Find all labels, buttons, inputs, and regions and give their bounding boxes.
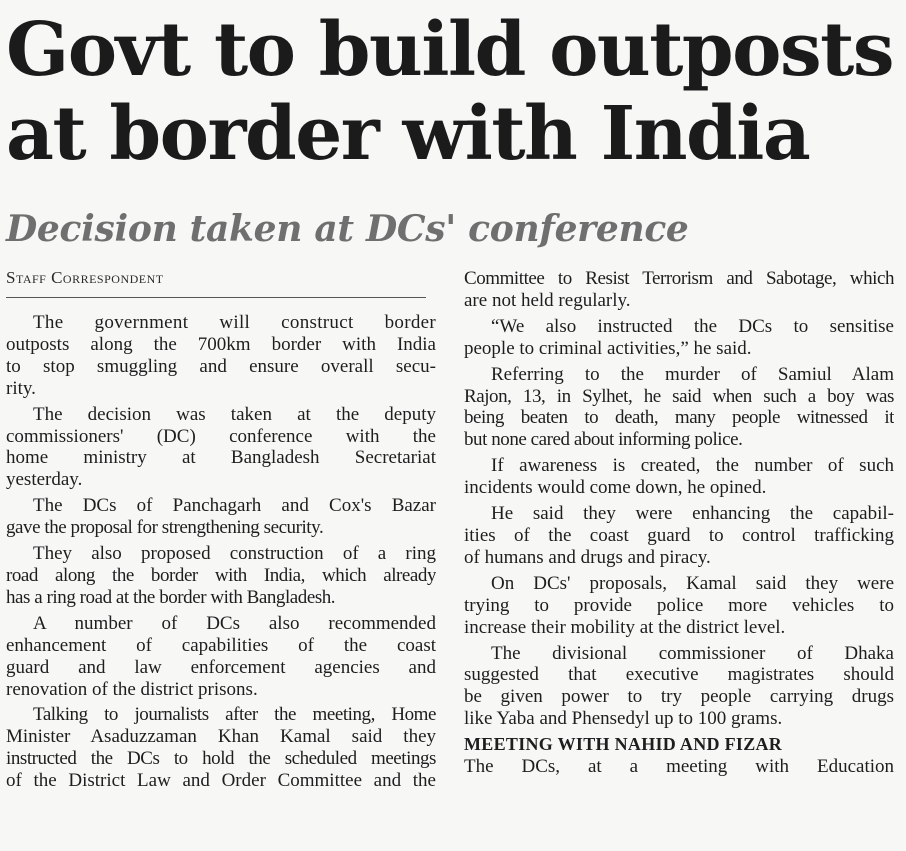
text-line: enhancement of capabilities of the coast [6, 634, 436, 656]
text-line: “We also instructed the DCs to sensitise [491, 315, 894, 337]
text-line: The DCs, at a meeting with Education [464, 756, 894, 778]
text-line: renovation of the district prisons. [6, 678, 258, 700]
byline: Staff Correspondent [6, 268, 164, 287]
paragraph-3 [6, 495, 436, 539]
text-line: incidents would come down, he opined. [464, 477, 767, 499]
text-line: guard and law enforcement agencies and [6, 656, 436, 678]
text-line: They also proposed construction of a ring [33, 543, 436, 565]
paragraph-8 [464, 316, 894, 360]
text-line: increase their mobility at the district level. [464, 616, 786, 638]
text-line: rity. [6, 377, 36, 399]
text-line: The divisional commissioner of Dhaka [491, 642, 894, 664]
text-line: suggested that executive magistrates should [464, 664, 894, 686]
paragraph-4 [6, 543, 436, 609]
text-line: On DCs' proposals, Kamal said they were [491, 572, 894, 594]
paragraph-11 [464, 503, 894, 569]
text-line: commissioners' (DC) conference with the [6, 425, 436, 447]
text-line: of humans and drugs and piracy. [464, 546, 711, 568]
paragraph-10 [464, 455, 894, 499]
headline-line-2: at border with India [6, 91, 810, 177]
text-line: gave the proposal for strengthening security. [6, 517, 324, 539]
headline [6, 8, 906, 176]
paragraph-6 [6, 704, 436, 792]
text-line: A number of DCs also recommended [33, 612, 436, 634]
text-line: Rajon, 13, in Sylhet, he said when such a boy was [464, 385, 894, 407]
text-line: being beaten to death, many people witnessed it [464, 407, 894, 429]
text-line: of the District Law and Order Committee and the [6, 770, 436, 792]
text-line: instructed the DCs to hold the scheduled meetings [6, 748, 436, 770]
text-line: Referring to the murder of Samiul Alam [491, 363, 894, 385]
paragraph-12 [464, 573, 894, 639]
text-line: trying to provide police more vehicles to [464, 594, 894, 616]
text-line: yesterday. [6, 469, 83, 491]
text-line: home ministry at Bangladesh Secretariat [6, 447, 436, 469]
text-line: The DCs of Panchagarh and Cox's Bazar [33, 495, 436, 517]
text-line: He said they were enhancing the capabil- [491, 503, 894, 525]
text-line: The decision was taken at the deputy [33, 403, 436, 425]
text-line: are not held regularly. [464, 289, 631, 311]
text-line: Talking to journalists after the meeting, Home [33, 704, 436, 726]
text-line: has a ring road at the border with Bangladesh. [6, 586, 336, 608]
text-line: to stop smuggling and ensure overall secu- [6, 355, 436, 377]
byline-rule [6, 297, 426, 298]
subheadline: Decision taken at DCs' conference [6, 208, 689, 250]
paragraph-9 [464, 364, 894, 452]
text-line: people to criminal activities,” he said. [464, 337, 752, 359]
paragraph-5 [6, 613, 436, 701]
text-line: but none cared about informing police. [464, 429, 743, 451]
text-line: Minister Asaduzzaman Khan Kamal said they [6, 726, 436, 748]
text-line: If awareness is created, the number of such [491, 455, 894, 477]
text-line: be given power to try people carrying drugs [464, 686, 894, 708]
text-line: ities of the coast guard to control trafficking [464, 524, 894, 546]
left-column [6, 312, 436, 796]
paragraph-7 [464, 268, 894, 312]
paragraph-1 [6, 312, 436, 400]
text-line: like Yaba and Phensedyl up to 100 grams. [464, 708, 783, 730]
text-line: outposts along the 700km border with India [6, 333, 436, 355]
text-line: The government will construct border [33, 312, 436, 333]
headline-line-1: Govt to build outposts [6, 7, 894, 93]
paragraph-13 [464, 643, 894, 731]
text-line: Committee to Resist Terrorism and Sabotage, which [464, 268, 894, 289]
crosshead: MEETING WITH NAHID AND FIZAR [464, 734, 783, 755]
right-column [464, 268, 894, 778]
text-line: road along the border with India, which already [6, 564, 436, 586]
paragraph-2 [6, 404, 436, 492]
